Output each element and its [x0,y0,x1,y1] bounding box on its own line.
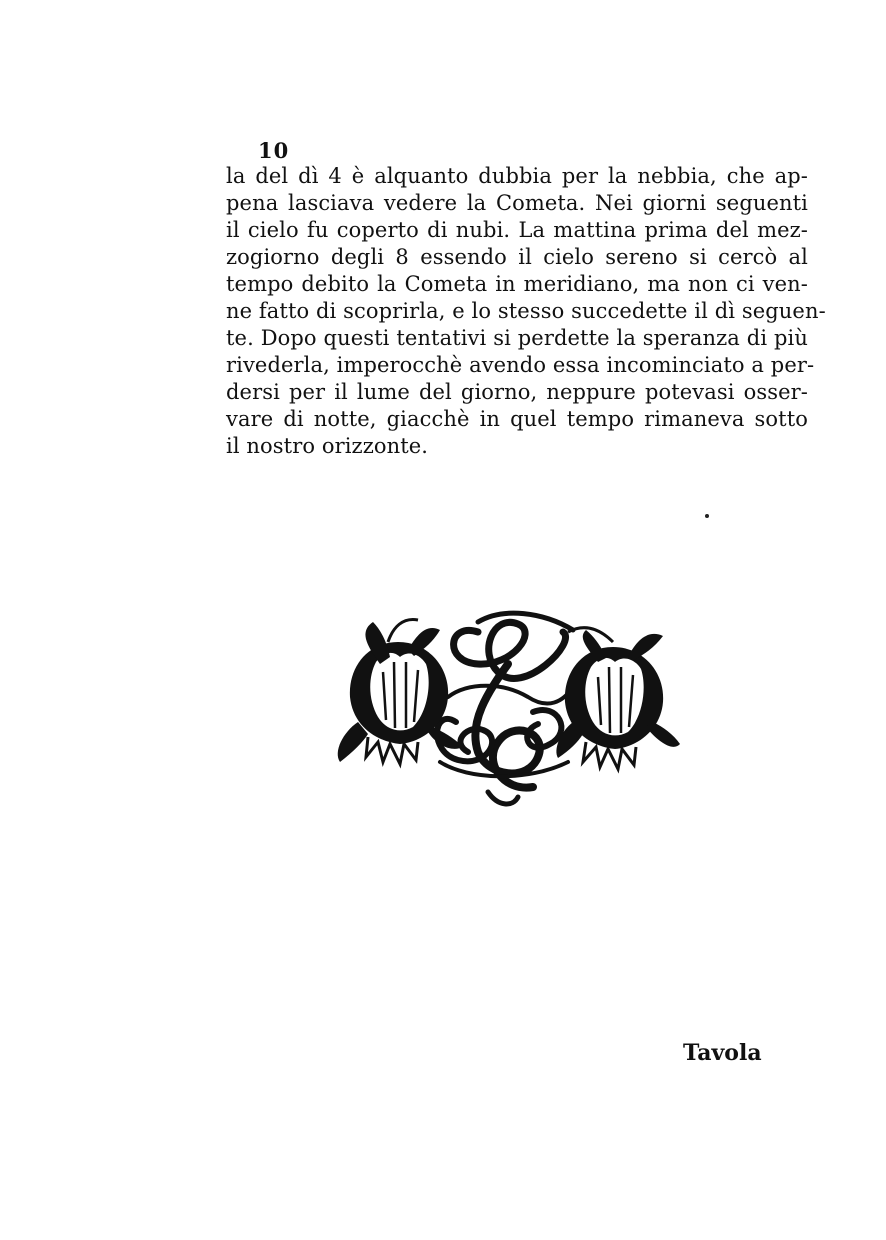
text-line: rivederla, imperocchè avendo essa incominciato a per- [226,353,815,377]
body-text [226,163,826,460]
right-flower-icon [556,628,680,769]
left-flower-icon [338,619,463,764]
text-line: pena lasciava vedere la Cometa. Nei giorni seguenti [226,191,808,215]
text-line: ne fatto di scoprirla, e lo stesso succedette il dì seguen- [226,299,826,323]
floral-calligraphic-vignette-icon [328,602,684,814]
catchword: Tavola [683,1040,762,1066]
page-number: 10 [258,138,290,163]
text-line: zogiorno degli 8 essendo il cielo sereno si cercò al [226,245,808,269]
text-line: il nostro orizzonte. [226,434,429,458]
ink-speck [705,514,709,518]
text-line: tempo debito la Cometa in meridiano, ma non ci ven- [226,272,808,296]
text-line: la del dì 4 è alquanto dubbia per la nebbia, che ap- [226,164,808,188]
text-line: dersi per il lume del giorno, neppure potevasi osser- [226,380,808,404]
text-line: vare di notte, giacchè in quel tempo rimaneva sotto [226,407,808,431]
text-line: il cielo fu coperto di nubi. La mattina prima del mez- [226,218,808,242]
text-line: te. Dopo questi tentativi si perdette la speranza di più [226,326,808,350]
